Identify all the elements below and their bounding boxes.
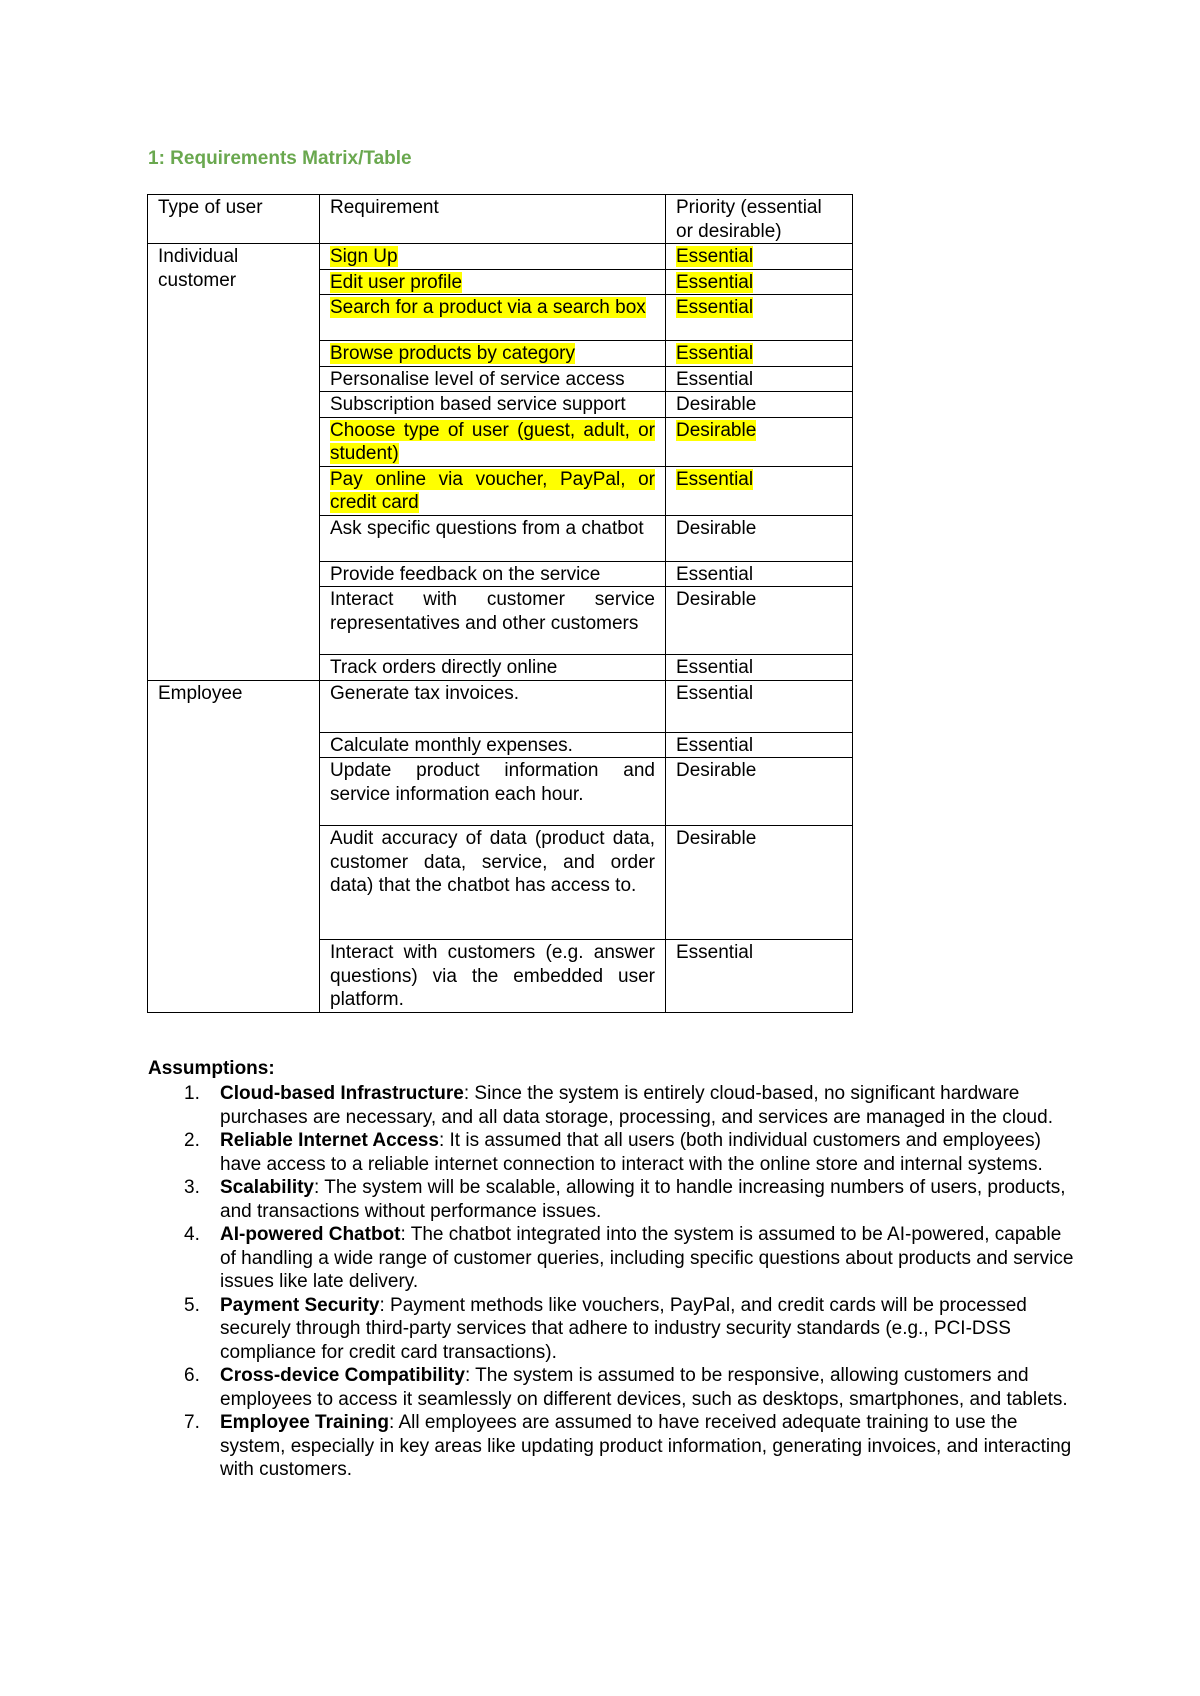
priority-text: Essential [676,657,754,678]
requirement-text: Generate tax invoices. [330,682,520,704]
assumption-text: : All employees are assumed to have received adequate training to use the system, especially in key areas like updating product information, generating invoices, and interacting with customers. [220,1412,1072,1480]
priority-cell [666,295,853,341]
priority-text: Essential [676,246,754,267]
requirement-text: Choose type of user (guest, adult, or student) [330,419,655,464]
assumption-term: AI-powered Chatbot [220,1224,401,1245]
header-requirement: Requirement [320,195,666,244]
requirement-cell [320,466,666,515]
assumption-number: 7. [184,1412,200,1433]
requirement-text: Track orders directly online [330,657,558,678]
priority-text: Desirable [676,394,757,415]
requirements-table [147,194,853,1013]
requirement-text: Calculate monthly expenses. [330,734,573,756]
assumption-text: : The system is assumed to be responsive, allowing customers and employees to access it seamlessly on different devices, such as desktops, smartphones, and tablets. [220,1365,1068,1410]
header-type-of-user: Type of user [148,195,320,244]
requirement-text: Personalise level of service access [330,368,625,390]
table-row [148,680,853,732]
assumption-item [148,1411,1078,1482]
assumption-term: Scalability [220,1177,314,1198]
requirement-text: Provide feedback on the service [330,563,601,585]
priority-cell [666,732,853,758]
priority-cell [666,515,853,561]
priority-cell [666,680,853,732]
requirement-text: Browse products by category [330,343,576,364]
table-header-row [148,195,853,244]
assumption-text: : Since the system is entirely cloud-based, no significant hardware purchases are necessary, and all data storage, processing, and services are managed in the cloud. [220,1083,1053,1128]
priority-cell [666,269,853,295]
assumption-item [148,1294,1078,1365]
assumption-number: 3. [184,1177,200,1198]
assumptions-title: Assumptions: [148,1058,275,1079]
table-row [148,244,853,270]
assumption-number: 6. [184,1365,200,1386]
requirement-cell [320,295,666,341]
requirement-text: Subscription based service support [330,394,626,415]
priority-cell [666,561,853,587]
priority-cell [666,466,853,515]
assumption-item [148,1364,1078,1411]
priority-text: Essential [676,682,754,704]
assumption-text: : It is assumed that all users (both individual customers and employees) have access to a reliable internet connection to interact with the online store and internal systems. [220,1130,1043,1175]
assumption-number: 1. [184,1083,200,1104]
priority-cell [666,341,853,367]
priority-cell [666,655,853,681]
assumption-term: Reliable Internet Access [220,1130,439,1151]
priority-cell [666,417,853,466]
requirement-text: Interact with customer service representatives and other customers [330,589,655,634]
requirement-cell [320,341,666,367]
requirement-text: Sign Up [330,246,398,267]
assumption-term: Payment Security [220,1294,380,1316]
assumptions-list [148,1082,1078,1482]
requirement-cell [320,758,666,826]
assumption-number: 4. [184,1224,200,1245]
priority-text: Desirable [676,517,757,539]
priority-text: Essential [676,297,754,318]
priority-cell [666,826,853,940]
assumption-term: Cross-device Compatibility [220,1365,465,1386]
priority-text: Essential [676,563,754,585]
requirement-text: Search for a product via a search box [330,297,646,318]
priority-cell [666,587,853,655]
requirement-cell [320,826,666,940]
requirement-cell [320,269,666,295]
assumption-item [148,1223,1078,1294]
priority-text: Essential [676,343,754,364]
header-priority: Priority (essential or desirable) [666,195,853,244]
assumption-item [148,1082,1078,1129]
assumption-item [148,1176,1078,1223]
requirement-cell [320,655,666,681]
requirement-cell [320,561,666,587]
requirement-text: Edit user profile [330,271,463,293]
priority-cell [666,758,853,826]
priority-text: Desirable [676,760,757,781]
requirement-text: Update product information and service information each hour. [330,760,655,805]
requirement-cell [320,732,666,758]
priority-text: Desirable [676,419,757,441]
priority-cell [666,366,853,392]
user-type-cell: Employee [148,680,320,1012]
priority-cell [666,392,853,418]
priority-text: Essential [676,942,754,963]
requirement-text: Ask specific questions from a chatbot [330,517,644,539]
assumption-number: 5. [184,1294,200,1316]
requirement-text: Interact with customers (e.g. answer questions) via the embedded user platform. [330,942,655,1010]
requirement-cell [320,244,666,270]
assumption-number: 2. [184,1130,200,1151]
requirement-text: Pay online via voucher, PayPal, or credit card [330,468,655,513]
priority-cell [666,940,853,1013]
assumption-item [148,1129,1078,1176]
priority-text: Desirable [676,589,757,610]
assumption-term: Employee Training [220,1412,389,1433]
requirement-cell [320,417,666,466]
assumption-text: : Payment methods like vouchers, PayPal, and credit cards will be processed securely through third-party services that adhere to industry security standards (e.g., PCI-DSS compliance for credit card transactions). [220,1294,1027,1363]
assumption-text: : The system will be scalable, allowing it to handle increasing numbers of users, products, and transactions without performance issues. [220,1177,1066,1222]
section-heading: 1: Requirements Matrix/Table [148,148,412,169]
priority-text: Essential [676,271,754,293]
requirement-text: Audit accuracy of data (product data, customer data, service, and order data) that the chatbot has access to. [330,828,655,896]
requirement-cell [320,940,666,1013]
priority-text: Essential [676,468,754,490]
requirement-cell [320,366,666,392]
assumption-text: : The chatbot integrated into the system is assumed to be AI-powered, capable of handling a wide range of customer queries, including specific questions about products and service issues like late delivery. [220,1224,1074,1292]
requirement-cell [320,392,666,418]
priority-cell [666,244,853,270]
assumption-term: Cloud-based Infrastructure [220,1083,464,1104]
priority-text: Desirable [676,828,757,849]
user-type-cell: Individual customer [148,244,320,681]
priority-text: Essential [676,734,754,756]
priority-text: Essential [676,368,754,390]
requirement-cell [320,587,666,655]
requirement-cell [320,680,666,732]
requirement-cell [320,515,666,561]
